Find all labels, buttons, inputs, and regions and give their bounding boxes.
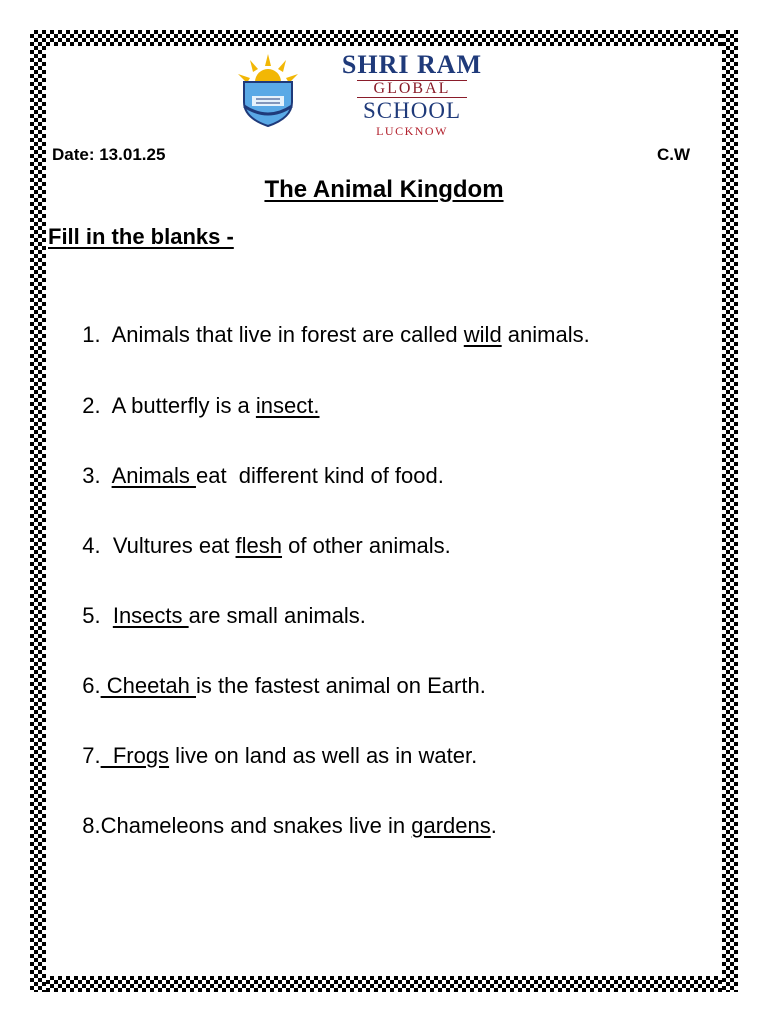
question-text-after: are small animals.	[188, 603, 366, 628]
answer-blank: Frogs	[100, 743, 170, 768]
question-number: 5.	[82, 603, 101, 628]
question-text-before: A butterfly is a	[111, 393, 256, 418]
question-number: 3.	[82, 463, 101, 488]
school-name	[310, 52, 514, 138]
answer-blank: Insects	[112, 603, 189, 628]
border-top	[30, 30, 738, 46]
question-text-before: Chameleons and snakes live in	[100, 813, 412, 838]
question-text-after: is the fastest animal on Earth.	[196, 673, 486, 698]
question-text-after: .	[490, 813, 497, 838]
question-number: 4.	[82, 533, 101, 558]
question-item	[70, 296, 590, 348]
question-text-before: Animals that live in forest are called	[111, 322, 464, 347]
school-name-line3: SCHOOL	[362, 98, 461, 123]
date-label: Date: 13.01.25	[52, 145, 166, 164]
answer-blank: flesh	[235, 533, 283, 558]
school-logo	[230, 50, 510, 138]
question-item	[70, 647, 486, 699]
border-right	[722, 30, 738, 992]
school-name-line1: SHRI RAM	[341, 50, 483, 79]
section-heading: Fill in the blanks -	[48, 224, 234, 249]
answer-blank: gardens	[411, 813, 491, 838]
school-name-line2: GLOBAL	[357, 80, 467, 98]
question-item	[70, 577, 366, 629]
answer-blank: wild	[463, 322, 502, 347]
page-title	[0, 176, 768, 204]
question-text-before: Vultures eat	[112, 533, 236, 558]
school-crest-icon	[230, 52, 306, 128]
answer-blank: Animals	[111, 463, 196, 488]
classwork-label: C.W	[656, 145, 690, 164]
question-text-after: animals.	[501, 322, 590, 347]
question-item	[70, 787, 497, 839]
question-number: 6.	[82, 673, 101, 698]
border-bottom	[30, 976, 738, 992]
question-item	[70, 507, 451, 559]
question-number: 2.	[82, 393, 101, 418]
question-number: 7.	[82, 743, 101, 768]
question-text-after: eat different kind of food.	[195, 463, 444, 488]
question-item	[70, 437, 444, 489]
question-number: 8.	[82, 813, 101, 838]
answer-blank: insect.	[255, 393, 320, 418]
question-item	[70, 717, 477, 769]
question-item	[70, 367, 320, 419]
answer-blank: Cheetah	[100, 673, 196, 698]
question-text-after: of other animals.	[282, 533, 451, 558]
border-left	[30, 30, 46, 992]
school-city: LUCKNOW	[376, 124, 448, 138]
page-title-text: The Animal Kingdom	[264, 176, 504, 203]
question-text-after: live on land as well as in water.	[169, 743, 478, 768]
question-number: 1.	[82, 322, 101, 347]
